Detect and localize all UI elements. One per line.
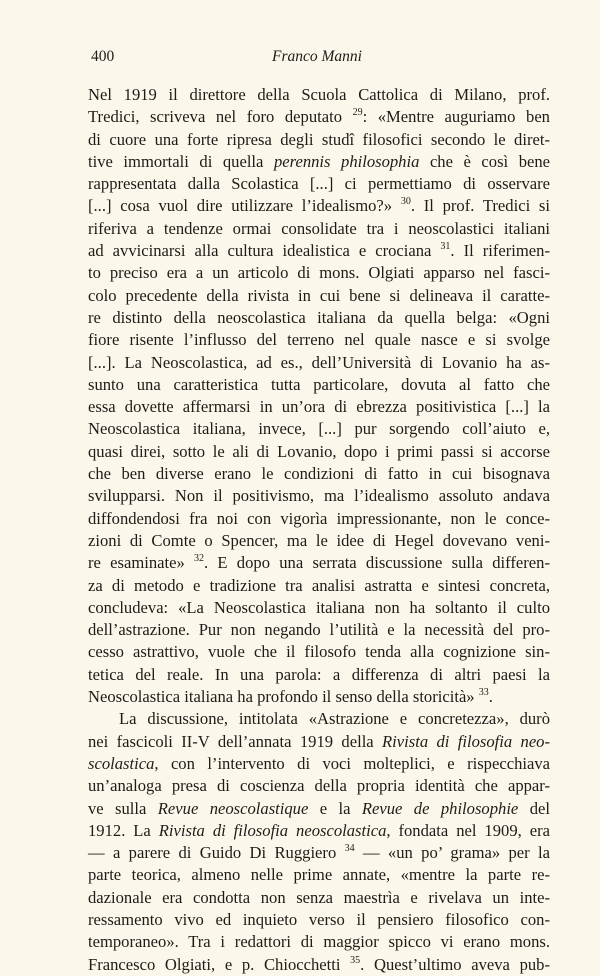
text-run: concludeva: «La Neoscolastica italiana non ha soltanto il culto bbox=[88, 597, 550, 617]
text-run: cesso astrattivo, vuole che il filosofo tenda alla cognizione sin- bbox=[88, 642, 550, 662]
text-run: nei fascicoli II-V dell’annata 1919 della bbox=[88, 731, 383, 751]
text-line bbox=[88, 441, 550, 463]
text-run: ressamento vivo ed inquieto verso il pensiero filosofico con- bbox=[88, 909, 550, 929]
text-line bbox=[88, 664, 550, 686]
text-run: [...] cosa vuol dire utilizzare l’idealismo?» bbox=[88, 196, 401, 216]
text-line bbox=[88, 307, 550, 329]
text-run: che è così bene bbox=[419, 151, 551, 171]
text-line bbox=[88, 106, 550, 128]
text-line bbox=[88, 352, 550, 374]
footnote-ref: 35 bbox=[350, 954, 361, 966]
text-line bbox=[88, 396, 550, 418]
text-line bbox=[88, 84, 550, 106]
text-run: svilupparsi. Non il positivismo, ma l’idealismo assoluto andava bbox=[88, 486, 550, 506]
text-run: zioni di Comte o Spencer, ma le idee di Hegel dovevano veni- bbox=[88, 530, 550, 550]
text-line bbox=[88, 463, 550, 485]
text-run: fiore risente l’influsso del terreno nel quale nasce e si svolge bbox=[88, 330, 550, 350]
italic-title: Revue neoscolastique bbox=[157, 798, 309, 818]
text-run: . Il prof. Tredici si bbox=[410, 196, 550, 216]
text-run: dell’astrazione. Pur non negando l’utilità e la necessità del pro- bbox=[88, 620, 550, 640]
text-line bbox=[88, 262, 550, 284]
text-run: di cuore una forte ripresa degli studî filosofici secondo le diret- bbox=[88, 129, 550, 149]
text-run: , fondata nel 1909, era bbox=[386, 820, 550, 840]
text-line bbox=[88, 731, 550, 753]
text-run: — a parere di Guido Di Ruggiero bbox=[88, 843, 345, 863]
text-line bbox=[88, 686, 550, 708]
text-line bbox=[88, 641, 550, 663]
text-run: e la bbox=[308, 798, 362, 818]
text-run: dazionale era condotta non senza maestrìa e rivelava un inte- bbox=[88, 887, 550, 907]
text-line bbox=[88, 218, 550, 240]
text-line bbox=[88, 151, 550, 173]
text-line bbox=[88, 909, 550, 931]
text-run: : «Mentre auguriamo ben bbox=[362, 107, 550, 127]
text-line bbox=[88, 887, 550, 909]
text-run: to preciso era a un articolo di mons. Olgiati apparso nel fasci- bbox=[88, 263, 550, 283]
text-run: che ben diverse erano le condizioni di fatto in cui bisognava bbox=[88, 464, 550, 484]
text-run: re esaminate» bbox=[88, 553, 195, 573]
footnote-ref: 33 bbox=[478, 687, 489, 699]
text-line bbox=[88, 329, 550, 351]
text-run: sunto una caratteristica tutta particolare, dovuta al fatto che bbox=[88, 374, 550, 394]
text-run: temporaneo». Tra i redattori di maggior spicco vi erano mons. bbox=[88, 932, 550, 952]
text-run: za di metodo e tradizione tra analisi astratta e sintesi concreta, bbox=[88, 575, 550, 595]
footnote-ref: 29 bbox=[352, 107, 363, 119]
text-line bbox=[88, 597, 550, 619]
text-run: parte teorica, almeno nelle prime annate, «mentre la parte re- bbox=[88, 865, 550, 885]
text-line bbox=[88, 173, 550, 195]
text-run: essa dovette affermarsi in un’ora di ebrezza positivistica [...] la bbox=[88, 397, 550, 417]
text-line bbox=[88, 195, 550, 217]
footnote-ref: 32 bbox=[194, 553, 205, 565]
text-line bbox=[88, 285, 550, 307]
text-run: un’analoga presa di coscienza della propria identità che appar- bbox=[88, 776, 550, 796]
text-run: — «un po’ grama» per la bbox=[354, 843, 551, 863]
italic-title: Rivista di filosofia neoscolastica bbox=[158, 820, 387, 840]
text-line bbox=[88, 954, 550, 976]
body-text bbox=[88, 84, 550, 976]
text-run: tetica del reale. In una parola: a differenza di altri paesi la bbox=[88, 664, 550, 684]
text-run: La discussione, intitolata «Astrazione e concretezza», durò bbox=[119, 709, 550, 729]
text-line bbox=[88, 129, 550, 151]
text-run: . Quest’ultimo aveva pub- bbox=[360, 954, 550, 974]
footnote-ref: 34 bbox=[344, 843, 355, 855]
text-line bbox=[88, 842, 550, 864]
text-run: riferiva a tendenze ormai consolidate tra i neoscolastici italiani bbox=[88, 218, 550, 238]
text-line bbox=[88, 619, 550, 641]
text-line bbox=[88, 820, 550, 842]
text-run: Francesco Olgiati, e p. Chiocchetti bbox=[88, 954, 351, 974]
text-run: del bbox=[518, 798, 550, 818]
running-header bbox=[88, 48, 550, 70]
text-run: Tredici, scriveva nel foro deputato bbox=[88, 107, 353, 127]
text-run: . E dopo una serrata discussione sulla differen- bbox=[204, 553, 550, 573]
text-run: Neoscolastica italiana, invece, [...] pur sorgendo coll’aiuto e, bbox=[88, 419, 550, 439]
text-run: diffondendosi fra noi con vigorìa impressionante, non le conce- bbox=[88, 508, 550, 528]
text-run: quasi direi, sotto le ali di Lovanio, dopo i primi passi si accorse bbox=[88, 441, 550, 461]
text-run: tive immortali di quella bbox=[88, 151, 274, 171]
text-line bbox=[88, 864, 550, 886]
italic-title: Rivista di filosofia neo- bbox=[382, 731, 551, 751]
text-line bbox=[88, 374, 550, 396]
italic-title: perennis philosophia bbox=[273, 151, 420, 171]
text-run: Neoscolastica italiana ha profondo il senso della storicità» bbox=[88, 687, 479, 707]
text-run: re distinto della neoscolastica italiana da quella belga: «Ogni bbox=[88, 307, 550, 327]
text-run: ve sulla bbox=[88, 798, 158, 818]
text-line bbox=[88, 418, 550, 440]
text-run: ad avvicinarsi alla cultura idealistica e crociana bbox=[88, 241, 441, 261]
text-run: [...]. La Neoscolastica, ad es., dell’Università di Lovanio ha as- bbox=[88, 352, 550, 372]
text-run: rappresentata dalla Scolastica [...] ci permettiamo di osservare bbox=[88, 174, 550, 194]
text-line bbox=[88, 708, 550, 730]
text-line bbox=[88, 530, 550, 552]
page-number: 400 bbox=[91, 48, 115, 65]
footnote-ref: 30 bbox=[400, 196, 411, 208]
footnote-ref: 31 bbox=[440, 241, 451, 253]
text-run: colo precedente della rivista in cui bene si delineava il caratte- bbox=[88, 285, 550, 305]
text-line bbox=[88, 931, 550, 953]
text-line bbox=[88, 753, 550, 775]
text-line bbox=[88, 575, 550, 597]
italic-title: scolastica bbox=[88, 753, 155, 773]
text-run: 1912. La bbox=[88, 820, 159, 840]
italic-title: Revue de philosophie bbox=[361, 798, 519, 818]
text-line bbox=[88, 552, 550, 574]
text-line bbox=[88, 485, 550, 507]
text-run: . bbox=[488, 687, 493, 707]
text-run: . Il riferimen- bbox=[450, 241, 550, 261]
text-run: Nel 1919 il direttore della Scuola Cattolica di Milano, prof. bbox=[88, 85, 550, 104]
text-line bbox=[88, 508, 550, 530]
running-head-author: Franco Manni bbox=[272, 48, 362, 65]
text-run: , con l’intervento di voci molteplici, e rispecchiava bbox=[154, 753, 550, 773]
text-line bbox=[88, 775, 550, 797]
text-line bbox=[88, 798, 550, 820]
text-line bbox=[88, 240, 550, 262]
